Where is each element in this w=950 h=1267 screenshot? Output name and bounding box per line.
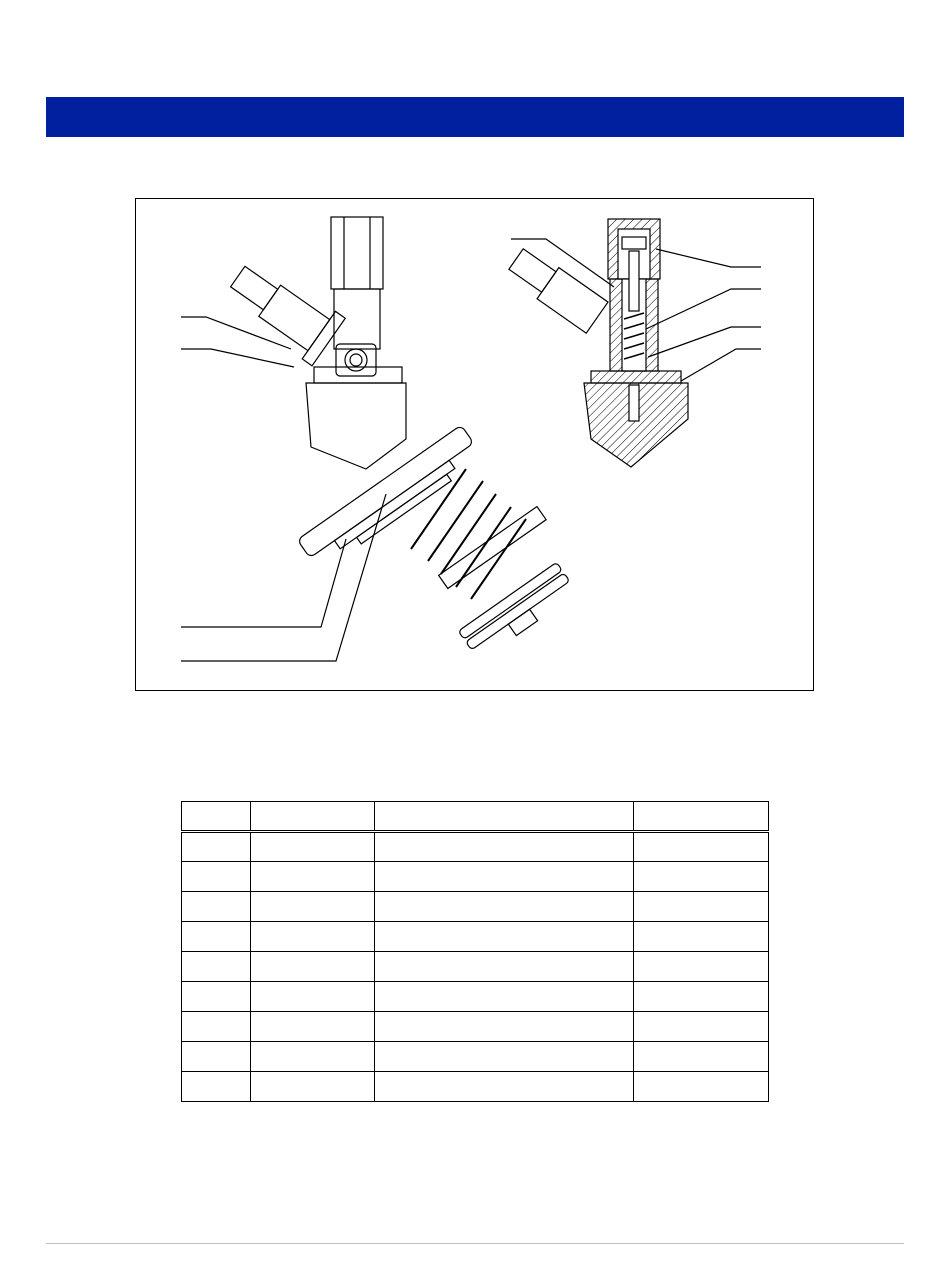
table-row — [182, 952, 769, 982]
table-cell — [375, 862, 634, 892]
table-row — [182, 982, 769, 1012]
table-cell — [375, 1012, 634, 1042]
table-row — [182, 1072, 769, 1102]
table-cell — [375, 952, 634, 982]
parts-list-table — [181, 801, 769, 1102]
table-cell — [251, 1042, 375, 1072]
table-header-row — [182, 802, 769, 832]
table-cell — [375, 982, 634, 1012]
table-cell — [251, 862, 375, 892]
table-cell — [182, 982, 251, 1012]
column-header — [375, 802, 634, 832]
table-cell — [251, 1012, 375, 1042]
table-cell — [634, 1042, 769, 1072]
table-cell — [251, 832, 375, 862]
table-cell — [251, 952, 375, 982]
table-cell — [634, 922, 769, 952]
table-row — [182, 1042, 769, 1072]
table-row — [182, 1012, 769, 1042]
footer-divider — [46, 1243, 904, 1244]
table-cell — [375, 1072, 634, 1102]
table-cell — [634, 832, 769, 862]
table-cell — [634, 862, 769, 892]
column-header — [251, 802, 375, 832]
table-cell — [251, 892, 375, 922]
table-cell — [182, 832, 251, 862]
table-cell — [634, 1012, 769, 1042]
table-row — [182, 892, 769, 922]
table-cell — [375, 1042, 634, 1072]
table-cell — [251, 922, 375, 952]
table-row — [182, 832, 769, 862]
table-cell — [634, 1072, 769, 1102]
table-cell — [375, 832, 634, 862]
column-header — [182, 802, 251, 832]
table-cell — [182, 952, 251, 982]
valve-assembly-drawing — [136, 199, 815, 692]
column-header — [634, 802, 769, 832]
table-cell — [251, 982, 375, 1012]
technical-drawing-figure — [135, 198, 814, 691]
table-row — [182, 922, 769, 952]
table-cell — [182, 922, 251, 952]
table-cell — [375, 892, 634, 922]
table-cell — [634, 982, 769, 1012]
table-cell — [634, 892, 769, 922]
left-view-drawing — [181, 217, 578, 661]
table-cell — [182, 1012, 251, 1042]
table-row — [182, 862, 769, 892]
table-cell — [634, 952, 769, 982]
table-cell — [182, 862, 251, 892]
table-cell — [251, 1072, 375, 1102]
table-cell — [375, 922, 634, 952]
table-cell — [182, 1042, 251, 1072]
table-cell — [182, 1072, 251, 1102]
right-view-drawing — [504, 219, 761, 467]
section-header-bar — [46, 97, 904, 137]
table-cell — [182, 892, 251, 922]
